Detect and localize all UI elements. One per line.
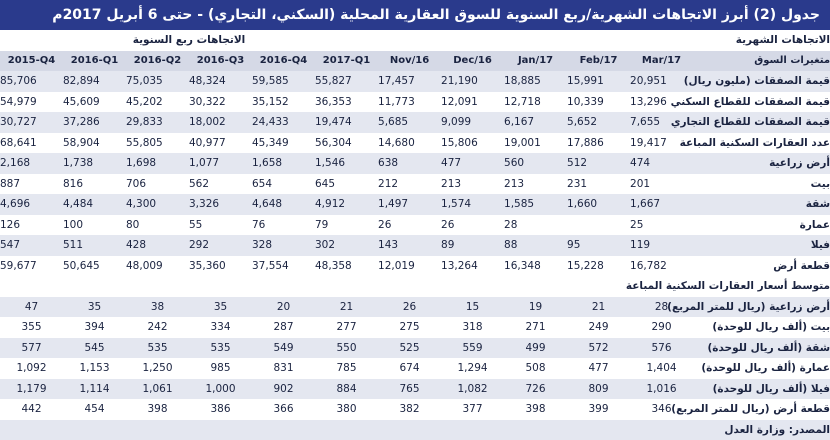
value-cell: 277 bbox=[315, 317, 378, 338]
value-cell: 4,696 bbox=[0, 194, 63, 215]
row-label: قطعة أرض (ريال للمتر المربع) bbox=[693, 399, 830, 420]
value-cell: 45,349 bbox=[252, 133, 315, 154]
column-header-row bbox=[0, 51, 830, 72]
value-cell: 28 bbox=[630, 297, 693, 318]
value-cell: 559 bbox=[441, 338, 504, 359]
value-cell: 89 bbox=[441, 235, 504, 256]
value-cell: 334 bbox=[189, 317, 252, 338]
value-cell: 1,585 bbox=[504, 194, 567, 215]
value-cell: 765 bbox=[378, 379, 441, 400]
value-cell: 48,358 bbox=[315, 256, 378, 277]
value-cell: 1,660 bbox=[567, 194, 630, 215]
value-cell: 525 bbox=[378, 338, 441, 359]
value-cell: 15,228 bbox=[567, 256, 630, 277]
section2-header-row bbox=[0, 276, 830, 297]
value-cell: 35 bbox=[189, 297, 252, 318]
value-cell: 366 bbox=[252, 399, 315, 420]
value-cell: 85,706 bbox=[0, 71, 63, 92]
value-cell: 58,904 bbox=[63, 133, 126, 154]
value-cell: 12,019 bbox=[378, 256, 441, 277]
value-cell: 45,202 bbox=[126, 92, 189, 113]
column-header: 2017-Q1 bbox=[315, 51, 378, 72]
value-cell: 38 bbox=[126, 297, 189, 318]
row-label: شقة (ألف ريال للوحدة) bbox=[693, 338, 830, 359]
value-cell: 275 bbox=[378, 317, 441, 338]
value-cell: 25 bbox=[630, 215, 693, 236]
value-cell: 19 bbox=[504, 297, 567, 318]
value-cell: 26 bbox=[441, 215, 504, 236]
value-cell: 5,685 bbox=[378, 112, 441, 133]
value-cell: 477 bbox=[441, 153, 504, 174]
column-header: 2016-Q3 bbox=[189, 51, 252, 72]
column-header: Nov/16 bbox=[378, 51, 441, 72]
value-cell: 1,000 bbox=[189, 379, 252, 400]
value-cell: 816 bbox=[63, 174, 126, 195]
table-row bbox=[0, 235, 830, 256]
value-cell: 902 bbox=[252, 379, 315, 400]
value-cell: 1,082 bbox=[441, 379, 504, 400]
value-cell: 12,091 bbox=[441, 92, 504, 113]
table-row bbox=[0, 71, 830, 92]
value-cell: 88 bbox=[504, 235, 567, 256]
value-cell: 535 bbox=[126, 338, 189, 359]
row-label: قيمة الصفقات (مليون ريال) bbox=[693, 71, 830, 92]
value-cell: 577 bbox=[0, 338, 63, 359]
table-row bbox=[0, 112, 830, 133]
value-cell: 55,827 bbox=[315, 71, 378, 92]
value-cell: 29,833 bbox=[126, 112, 189, 133]
value-cell: 1,294 bbox=[441, 358, 504, 379]
value-cell: 36,353 bbox=[315, 92, 378, 113]
value-cell: 59,677 bbox=[0, 256, 63, 277]
value-cell: 54,979 bbox=[0, 92, 63, 113]
value-cell: 4,912 bbox=[315, 194, 378, 215]
value-cell: 55,805 bbox=[126, 133, 189, 154]
value-cell: 726 bbox=[504, 379, 567, 400]
value-cell: 386 bbox=[189, 399, 252, 420]
value-cell: 1,179 bbox=[0, 379, 63, 400]
value-cell: 80 bbox=[126, 215, 189, 236]
table-row bbox=[0, 358, 830, 379]
column-header: Dec/16 bbox=[441, 51, 504, 72]
column-header: Feb/17 bbox=[567, 51, 630, 72]
value-cell: 508 bbox=[504, 358, 567, 379]
column-header: 2016-Q4 bbox=[252, 51, 315, 72]
value-cell: 82,894 bbox=[63, 71, 126, 92]
value-cell: 30,322 bbox=[189, 92, 252, 113]
value-cell: 1,404 bbox=[630, 358, 693, 379]
value-cell: 884 bbox=[315, 379, 378, 400]
value-cell: 398 bbox=[126, 399, 189, 420]
value-cell: 318 bbox=[441, 317, 504, 338]
table-row bbox=[0, 338, 830, 359]
value-cell: 474 bbox=[630, 153, 693, 174]
header-spacer bbox=[378, 30, 693, 51]
table-row bbox=[0, 256, 830, 277]
row-label: عدد العقارات السكنية المباعة bbox=[693, 133, 830, 154]
value-cell: 40,977 bbox=[189, 133, 252, 154]
value-cell: 76 bbox=[252, 215, 315, 236]
value-cell: 1,546 bbox=[315, 153, 378, 174]
value-cell: 56,304 bbox=[315, 133, 378, 154]
value-cell: 50,645 bbox=[63, 256, 126, 277]
value-cell: 35 bbox=[63, 297, 126, 318]
table-row bbox=[0, 153, 830, 174]
value-cell: 4,484 bbox=[63, 194, 126, 215]
value-cell: 549 bbox=[252, 338, 315, 359]
value-cell: 20 bbox=[252, 297, 315, 318]
value-cell: 30,727 bbox=[0, 112, 63, 133]
value-cell: 292 bbox=[189, 235, 252, 256]
value-cell: 19,474 bbox=[315, 112, 378, 133]
value-cell: 1,698 bbox=[126, 153, 189, 174]
value-cell: 18,885 bbox=[504, 71, 567, 92]
value-cell: 13,264 bbox=[441, 256, 504, 277]
row-label: أرض زراعية bbox=[693, 153, 830, 174]
row-label: بيت bbox=[693, 174, 830, 195]
value-cell: 985 bbox=[189, 358, 252, 379]
value-cell: 550 bbox=[315, 338, 378, 359]
value-cell: 271 bbox=[504, 317, 567, 338]
value-cell: 576 bbox=[630, 338, 693, 359]
value-cell: 11,773 bbox=[378, 92, 441, 113]
value-cell: 15,991 bbox=[567, 71, 630, 92]
row-label: عمارة bbox=[693, 215, 830, 236]
column-header: Mar/17 bbox=[630, 51, 693, 72]
value-cell: 1,574 bbox=[441, 194, 504, 215]
value-cell: 95 bbox=[567, 235, 630, 256]
value-cell: 21,190 bbox=[441, 71, 504, 92]
value-cell: 638 bbox=[378, 153, 441, 174]
table-row bbox=[0, 215, 830, 236]
value-cell: 19,001 bbox=[504, 133, 567, 154]
value-cell: 785 bbox=[315, 358, 378, 379]
value-cell: 21 bbox=[567, 297, 630, 318]
value-cell: 1,658 bbox=[252, 153, 315, 174]
value-cell: 1,250 bbox=[126, 358, 189, 379]
value-cell: 302 bbox=[315, 235, 378, 256]
row-label: قيمة الصفقات للقطاع التجاري bbox=[693, 112, 830, 133]
value-cell: 5,652 bbox=[567, 112, 630, 133]
value-cell: 809 bbox=[567, 379, 630, 400]
value-cell: 572 bbox=[567, 338, 630, 359]
value-cell: 15 bbox=[441, 297, 504, 318]
value-cell: 201 bbox=[630, 174, 693, 195]
value-cell: 706 bbox=[126, 174, 189, 195]
table-row bbox=[0, 194, 830, 215]
column-header: 2016-Q1 bbox=[63, 51, 126, 72]
value-cell: 45,609 bbox=[63, 92, 126, 113]
value-cell: 1,092 bbox=[0, 358, 63, 379]
value-cell: 37,286 bbox=[63, 112, 126, 133]
row-label: قيمة الصفقات للقطاع السكني bbox=[693, 92, 830, 113]
value-cell: 654 bbox=[252, 174, 315, 195]
value-cell: 17,457 bbox=[378, 71, 441, 92]
source-note: المصدر: وزارة العدل bbox=[0, 420, 830, 440]
value-cell: 477 bbox=[567, 358, 630, 379]
value-cell: 26 bbox=[378, 215, 441, 236]
value-cell: 17,886 bbox=[567, 133, 630, 154]
source-row bbox=[0, 420, 830, 440]
value-cell: 21 bbox=[315, 297, 378, 318]
table-row bbox=[0, 133, 830, 154]
value-cell: 3,326 bbox=[189, 194, 252, 215]
value-cell: 887 bbox=[0, 174, 63, 195]
value-cell: 18,002 bbox=[189, 112, 252, 133]
table-row bbox=[0, 317, 830, 338]
table-row bbox=[0, 92, 830, 113]
value-cell: 380 bbox=[315, 399, 378, 420]
value-cell: 213 bbox=[441, 174, 504, 195]
value-cell: 79 bbox=[315, 215, 378, 236]
row-label: فيلا (ألف ريال للوحدة) bbox=[693, 379, 830, 400]
value-cell: 213 bbox=[504, 174, 567, 195]
value-cell: 1,077 bbox=[189, 153, 252, 174]
row-label: أرض زراعية (ريال للمتر المربع) bbox=[693, 297, 830, 318]
value-cell: 346 bbox=[630, 399, 693, 420]
value-cell: 454 bbox=[63, 399, 126, 420]
value-cell: 14,680 bbox=[378, 133, 441, 154]
row-label: فيلا bbox=[693, 235, 830, 256]
column-header: 2015-Q4 bbox=[0, 51, 63, 72]
value-cell: 75,035 bbox=[126, 71, 189, 92]
value-cell: 48,009 bbox=[126, 256, 189, 277]
value-cell: 47 bbox=[0, 297, 63, 318]
value-cell: 355 bbox=[0, 317, 63, 338]
value-cell: 7,655 bbox=[630, 112, 693, 133]
value-cell: 377 bbox=[441, 399, 504, 420]
value-cell: 55 bbox=[189, 215, 252, 236]
value-cell: 35,152 bbox=[252, 92, 315, 113]
value-cell: 13,296 bbox=[630, 92, 693, 113]
value-cell: 212 bbox=[378, 174, 441, 195]
value-cell: 545 bbox=[63, 338, 126, 359]
value-cell: 143 bbox=[378, 235, 441, 256]
section2-label: متوسط أسعار العقارات السكنية المباعة bbox=[504, 276, 830, 297]
value-cell: 287 bbox=[252, 317, 315, 338]
value-cell: 126 bbox=[0, 215, 63, 236]
value-cell: 24,433 bbox=[252, 112, 315, 133]
value-cell: 328 bbox=[252, 235, 315, 256]
value-cell: 37,554 bbox=[252, 256, 315, 277]
row-label: شقة bbox=[693, 194, 830, 215]
value-cell: 442 bbox=[0, 399, 63, 420]
table-row bbox=[0, 297, 830, 318]
value-cell: 4,648 bbox=[252, 194, 315, 215]
value-cell: 499 bbox=[504, 338, 567, 359]
table-row bbox=[0, 379, 830, 400]
column-header: 2016-Q2 bbox=[126, 51, 189, 72]
value-cell: 428 bbox=[126, 235, 189, 256]
value-cell: 35,360 bbox=[189, 256, 252, 277]
value-cell bbox=[567, 215, 630, 236]
row-label: عمارة (ألف ريال للوحدة) bbox=[693, 358, 830, 379]
value-cell: 6,167 bbox=[504, 112, 567, 133]
value-cell: 242 bbox=[126, 317, 189, 338]
value-cell: 560 bbox=[504, 153, 567, 174]
quarterly-trends-label: الاتجاهات ربع السنوية bbox=[0, 30, 378, 51]
market-variables-label: متغيرات السوق bbox=[693, 51, 830, 72]
value-cell: 68,641 bbox=[0, 133, 63, 154]
value-cell: 511 bbox=[63, 235, 126, 256]
value-cell: 1,114 bbox=[63, 379, 126, 400]
value-cell: 20,951 bbox=[630, 71, 693, 92]
table-row bbox=[0, 174, 830, 195]
value-cell: 100 bbox=[63, 215, 126, 236]
table-title: جدول (2) أبرز الاتجاهات الشهرية/ربع السنوية للسوق العقارية المحلية (السكني، التجاري) - حتى 6 أبريل 2017م bbox=[0, 0, 830, 30]
value-cell: 16,348 bbox=[504, 256, 567, 277]
value-cell: 1,061 bbox=[126, 379, 189, 400]
value-cell: 19,417 bbox=[630, 133, 693, 154]
value-cell: 1,738 bbox=[63, 153, 126, 174]
value-cell: 48,324 bbox=[189, 71, 252, 92]
table-row bbox=[0, 399, 830, 420]
trends-header-row bbox=[0, 30, 830, 51]
value-cell: 382 bbox=[378, 399, 441, 420]
value-cell: 26 bbox=[378, 297, 441, 318]
monthly-trends-label: الاتجاهات الشهرية bbox=[693, 30, 830, 51]
value-cell: 12,718 bbox=[504, 92, 567, 113]
value-cell: 2,168 bbox=[0, 153, 63, 174]
value-cell: 4,300 bbox=[126, 194, 189, 215]
value-cell: 547 bbox=[0, 235, 63, 256]
value-cell: 1,497 bbox=[378, 194, 441, 215]
value-cell: 398 bbox=[504, 399, 567, 420]
column-header: Jan/17 bbox=[504, 51, 567, 72]
row-label: بيت (ألف ريال للوحدة) bbox=[693, 317, 830, 338]
value-cell: 249 bbox=[567, 317, 630, 338]
value-cell: 59,585 bbox=[252, 71, 315, 92]
value-cell: 394 bbox=[63, 317, 126, 338]
value-cell: 512 bbox=[567, 153, 630, 174]
value-cell: 1,667 bbox=[630, 194, 693, 215]
value-cell: 1,016 bbox=[630, 379, 693, 400]
data-table bbox=[0, 30, 830, 440]
row-label: قطعة أرض bbox=[693, 256, 830, 277]
value-cell: 831 bbox=[252, 358, 315, 379]
value-cell: 562 bbox=[189, 174, 252, 195]
value-cell: 10,339 bbox=[567, 92, 630, 113]
value-cell: 119 bbox=[630, 235, 693, 256]
value-cell: 674 bbox=[378, 358, 441, 379]
value-cell: 15,806 bbox=[441, 133, 504, 154]
section2-spacer bbox=[0, 276, 504, 297]
value-cell: 9,099 bbox=[441, 112, 504, 133]
value-cell: 1,153 bbox=[63, 358, 126, 379]
value-cell: 290 bbox=[630, 317, 693, 338]
value-cell: 16,782 bbox=[630, 256, 693, 277]
value-cell: 535 bbox=[189, 338, 252, 359]
value-cell: 28 bbox=[504, 215, 567, 236]
value-cell: 399 bbox=[567, 399, 630, 420]
value-cell: 231 bbox=[567, 174, 630, 195]
value-cell: 645 bbox=[315, 174, 378, 195]
